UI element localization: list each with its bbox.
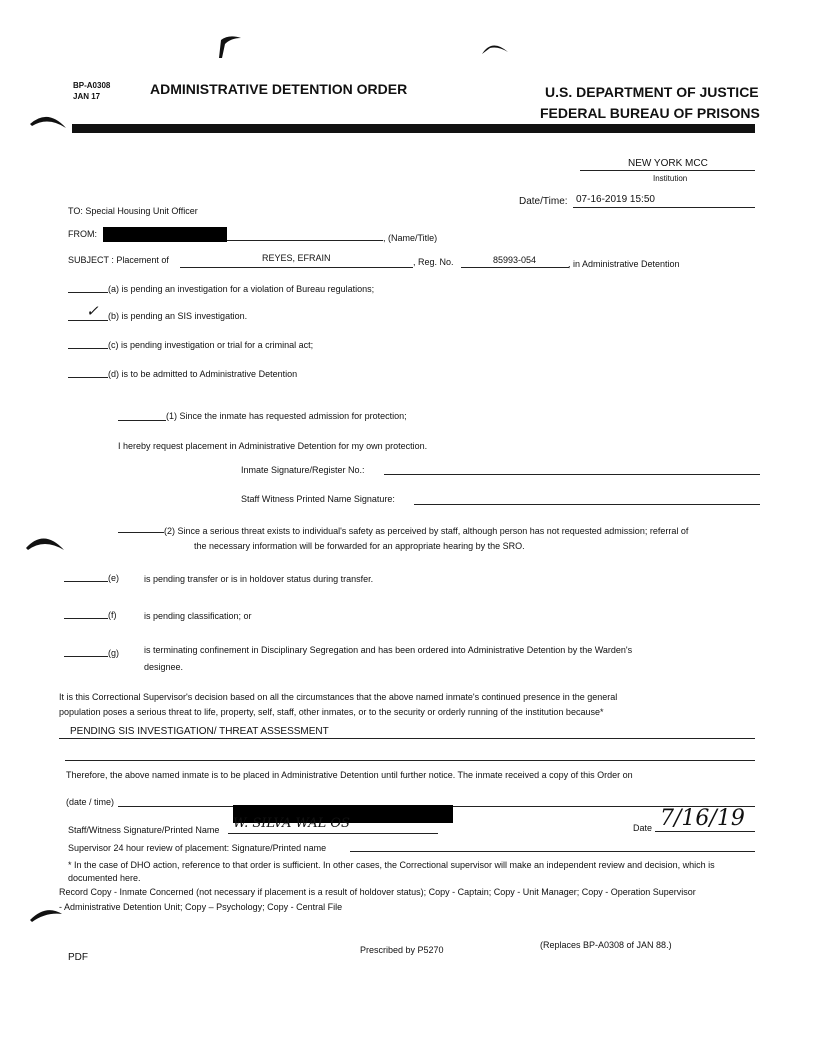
staff-witness-name-label: Staff/Witness Signature/Printed Name [68, 825, 220, 835]
item-f-text: is pending classification; or [144, 611, 252, 621]
datetime-label: Date/Time: [519, 196, 568, 207]
footnote-line-2: documented here. [68, 873, 141, 883]
header-rule [72, 124, 755, 133]
item-d2-line2: the necessary information will be forwarded for an appropriate hearing by the SRO. [194, 541, 525, 551]
item-c: (c) is pending investigation or trial for a criminal act; [108, 340, 314, 350]
scan-hole-mark-top-right [480, 38, 510, 58]
decision-line-2: population poses a serious threat to life, property, self, staff, other inmates, or to the security or orderly running of the institution because* [59, 707, 604, 717]
bureau-name: FEDERAL BUREAU OF PRISONS [540, 105, 760, 121]
form-date: JAN 17 [73, 92, 101, 101]
footer-left: PDF [68, 952, 88, 963]
form-title: ADMINISTRATIVE DETENTION ORDER [150, 81, 408, 97]
staff-witness-handwriting: W. SILVA WAL OS [233, 816, 350, 831]
footnote-line-1: * In the case of DHO action, reference to that order is sufficient. In other cases, the Correctional supervisor will make an independent review and decision, which is [68, 860, 715, 870]
scan-hole-mark-top [215, 32, 245, 60]
item-g-text-1: is terminating confinement in Disciplinary Segregation and has been ordered into Administrative Detention by the Warden's [144, 645, 633, 655]
item-e-text: is pending transfer or is in holdover status during transfer. [144, 574, 374, 584]
subject-label: SUBJECT : Placement of [68, 255, 169, 265]
item-g-marker: (g) [108, 648, 119, 658]
item-f-marker: (f) [108, 610, 117, 620]
to-line: TO: Special Housing Unit Officer [68, 206, 198, 216]
staff-witness-label: Staff Witness Printed Name Signature: [241, 494, 395, 504]
therefore-text: Therefore, the above named inmate is to be placed in Administrative Detention until further notice. The inmate received a copy of this Order on [66, 770, 633, 780]
supervisor-review-label: Supervisor 24 hour review of placement: Signature/Printed name [68, 843, 327, 853]
inmate-signature-label: Inmate Signature/Register No.: [241, 465, 365, 475]
scan-hole-mark-left-2 [24, 528, 66, 552]
date-handwritten: 7/16/19 [660, 806, 745, 831]
decision-reason: PENDING SIS INVESTIGATION/ THREAT ASSESSMENT [70, 726, 329, 737]
protection-request: I hereby request placement in Administrative Detention for my own protection. [118, 441, 428, 451]
item-g-text-2: designee. [144, 662, 184, 672]
footer-right: (Replaces BP-A0308 of JAN 88.) [540, 940, 672, 950]
datetime-value: 07-16-2019 15:50 [576, 194, 655, 205]
department-name: U.S. DEPARTMENT OF JUSTICE [545, 84, 759, 100]
item-e-marker: (e) [108, 573, 119, 583]
reg-number: 85993-054 [493, 255, 537, 265]
decision-line-1: It is this Correctional Supervisor's decision based on all the circumstances that the above named inmate's continued presence in the general [59, 692, 618, 702]
institution-value: NEW YORK MCC [628, 158, 708, 169]
subject-suffix: , in Administrative Detention [568, 259, 680, 269]
subject-name: REYES, EFRAIN [262, 253, 331, 263]
item-d: (d) is to be admitted to Administrative Detention [108, 369, 298, 379]
copies-line-1: Record Copy - Inmate Concerned (not necessary if placement is a result of holdover status); Copy - Captain; Copy - Unit Manager; Copy - Operation Supervisor [59, 887, 696, 897]
scan-hole-mark-left-1 [28, 108, 68, 132]
item-b: (b) is pending an SIS investigation. [108, 311, 248, 321]
footer-center: Prescribed by P5270 [360, 945, 444, 955]
from-suffix: , (Name/Title) [383, 233, 438, 243]
date-label: Date [633, 823, 653, 833]
institution-label: Institution [653, 174, 688, 183]
item-b-checkmark: ✓ [86, 302, 99, 320]
item-d2-line1: (2) Since a serious threat exists to individual's safety as perceived by staff, although person has not requested admission; referral of [164, 526, 689, 536]
redaction-from [103, 227, 227, 242]
item-d1: (1) Since the inmate has requested admission for protection; [166, 411, 407, 421]
date-time-label: (date / time) [66, 797, 115, 807]
from-label: FROM: [68, 229, 97, 239]
copies-line-2: - Administrative Detention Unit; Copy – Psychology; Copy - Central File [59, 902, 343, 912]
form-code: BP-A0308 [73, 81, 111, 90]
reg-label: , Reg. No. [413, 257, 454, 267]
item-a: (a) is pending an investigation for a violation of Bureau regulations; [108, 284, 375, 294]
